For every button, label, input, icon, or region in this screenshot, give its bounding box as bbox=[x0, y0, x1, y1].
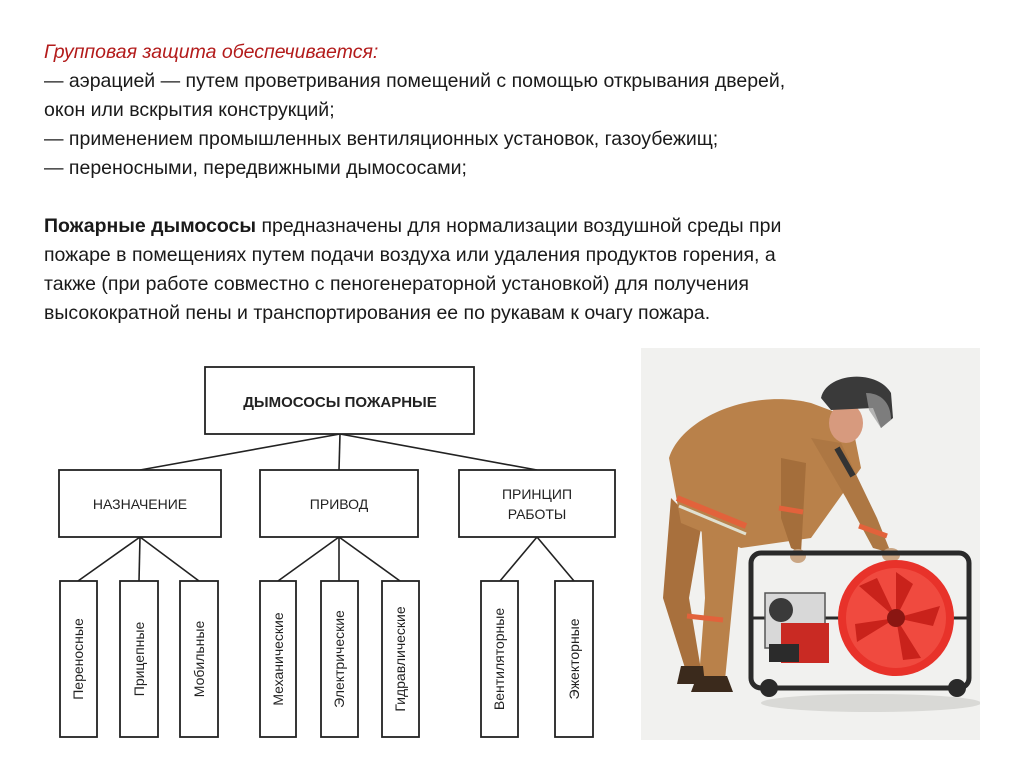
paragraph-line-1 bbox=[44, 212, 984, 241]
diagram-leaf-portable: Переносные bbox=[70, 618, 86, 700]
diagram-root-label: ДЫМОСОСЫ ПОЖАРНЫЕ bbox=[243, 394, 437, 411]
text-block bbox=[44, 38, 984, 328]
paragraph-line-2: пожаре в помещениях путем подачи воздуха или удаления продуктов горения, а bbox=[44, 244, 776, 266]
classification-diagram bbox=[0, 355, 625, 767]
diagram-leaf-trailer: Прицепные bbox=[131, 621, 147, 697]
cat-box-principle bbox=[459, 470, 615, 537]
diagram-leaf-ejector: Эжекторные bbox=[566, 618, 582, 700]
diagram-leaf-mechanical: Механические bbox=[270, 612, 286, 706]
intro-item-aeration-2: окон или вскрытия конструкций; bbox=[44, 99, 335, 121]
diagram-cat-principle-label-1: ПРИНЦИП bbox=[501, 486, 573, 502]
spacer bbox=[44, 183, 984, 212]
intro-item-aeration-1: — аэрацией — путем проветривания помещений с помощью открывания дверей, bbox=[44, 70, 786, 92]
paragraph-bold-term: Пожарные дымососы bbox=[44, 215, 257, 237]
paragraph-line-4: высокократной пены и транспортирования ее по рукавам к очагу пожара. bbox=[44, 302, 711, 324]
diagram-cat-principle-label-2: РАБОТЫ bbox=[507, 506, 567, 522]
diagram-cat-purpose-label: НАЗНАЧЕНИЕ bbox=[92, 496, 188, 512]
diagram-leaf-fan: Вентиляторные bbox=[491, 607, 507, 711]
paragraph-line-3: также (при работе совместно с пеногенераторной установкой) для получения bbox=[44, 273, 749, 295]
intro-item-smoke-exhausters: — переносными, передвижными дымососами; bbox=[44, 157, 467, 179]
intro-heading: Групповая защита обеспечивается: bbox=[44, 41, 379, 63]
firefighter-smoke-exhauster-photo bbox=[641, 348, 980, 740]
diagram-leaf-electric: Электрические bbox=[331, 610, 347, 708]
diagram-cat-drive-label: ПРИВОД bbox=[309, 496, 369, 512]
diagram-leaf-hydraulic: Гидравлические bbox=[392, 606, 408, 712]
paragraph-line-1-rest: предназначены для нормализации воздушной среды при bbox=[256, 215, 782, 237]
intro-item-ventilation: — применением промышленных вентиляционных установок, газоубежищ; bbox=[44, 128, 719, 150]
diagram-leaf-mobile: Мобильные bbox=[191, 620, 207, 698]
floor-shadow bbox=[761, 694, 980, 712]
